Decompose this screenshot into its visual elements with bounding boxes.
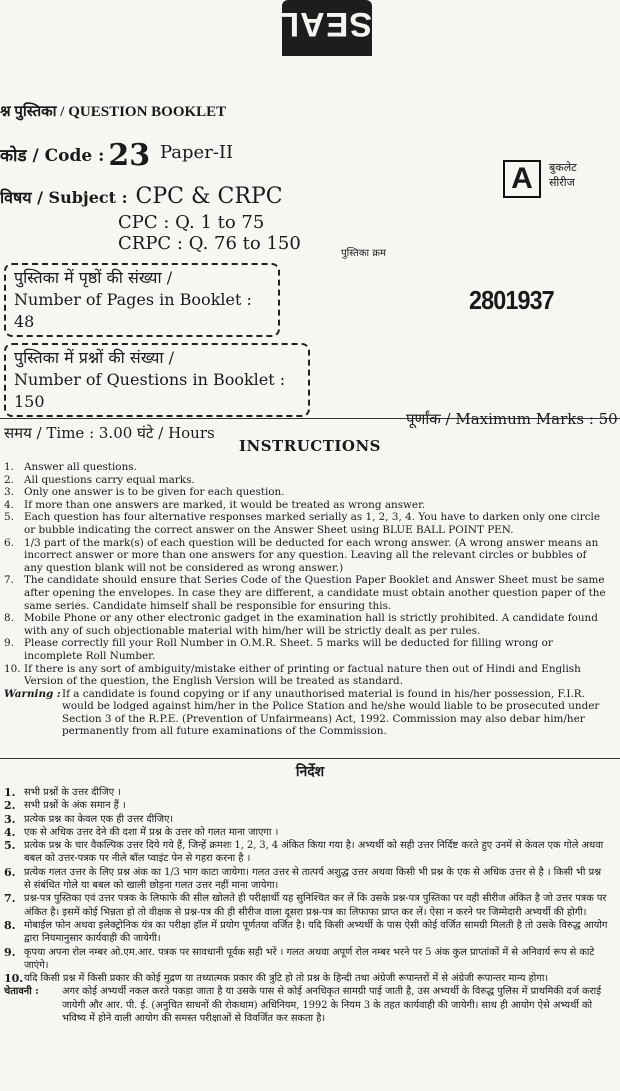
hindi-item xyxy=(4,799,608,812)
item-text: प्रत्येक प्रश्न के चार वैकल्पिक उत्तर दिये गये हैं, जिन्हें क्रमशः 1, 2, 3, 4 अंकित किया गया है। अभ्यर्थी को सही उत्तर निर्दिष्ट करते हुए उनमें से केवल एक गोले अथवा बबल को उत्तर-पत्रक पर नीले बॉल प्वाइंट पेन से गहरा करना है । xyxy=(24,840,604,865)
item-text: प्रश्न-पत्र पुस्तिका एवं उत्तर पत्रक के लिफाफे की सील खोलते ही परीक्षार्थी यह सुनिश्चित कर लें कि उसके प्रश्न-पत्र पुस्तिका पर वही सीरीज अंकित है जो उत्तर पत्रक पर अंकित है। इसमें कोई भिन्नता हो तो वीक्षक से प्रश्न-पत्र की ही सीरीज वाला दूसरा प्रश्न-पत्र का लिफाफा प्राप्त कर लें। ऐसा न करने पर जिम्मेदारी अभ्यर्थी की होगी। xyxy=(24,893,607,918)
item-num: 10. xyxy=(4,972,24,986)
item-num: 9. xyxy=(4,945,16,959)
warning-note xyxy=(4,688,608,738)
pages-line1: पुस्तिका में पृष्ठों की संख्या / xyxy=(14,268,173,287)
pages-line2: Number of Pages in Booklet : 48 xyxy=(14,290,252,331)
item-num: 7. xyxy=(4,892,16,906)
hindi-item xyxy=(4,826,608,839)
hindi-item xyxy=(4,919,608,946)
code-value: 23 xyxy=(108,138,151,173)
instruction-item xyxy=(4,537,608,575)
item-num: 4. xyxy=(4,498,14,511)
max-marks-label: पूर्णांक / Maximum Marks : 50 xyxy=(406,410,618,428)
item-text: The candidate should ensure that Series Code of the Question Paper Booklet and Answer Sheet must be same after opening the envelopes. In case they are different, a candidate must obtain another question paper of the same series. Candidate himself shall be responsible for ensuring this. xyxy=(24,574,606,612)
item-text: मोबाईल फोन अथवा इलेक्ट्रोनिक यंत्र का परीक्षा हॉल में प्रयोग पूर्णतया वर्जित है। यदि किसी अभ्यर्थी के पास ऐसी कोई वर्जित सामग्री मिलती है तो उसके विरुद्ध आयोग द्वारा नियमानुसार कार्यवाही की जायेगी। xyxy=(24,919,608,945)
item-num: 10. xyxy=(4,662,21,675)
questions-line2: Number of Questions in Booklet : 150 xyxy=(14,370,286,411)
instruction-item xyxy=(4,474,608,487)
hindi-warning-label: चेतावनी : xyxy=(4,986,39,998)
item-text: If there is any sort of ambiguity/mistake either of printing or factual nature then out of Hindi and English Version of the question, the English Version will be treated as standard. xyxy=(24,662,581,688)
instruction-item xyxy=(4,511,608,536)
item-text: If more than one answers are marked, it would be treated as wrong answer. xyxy=(24,498,426,511)
item-num: 5. xyxy=(4,839,16,853)
item-num: 7. xyxy=(4,574,14,587)
subject-label: विषय / Subject : xyxy=(0,188,128,207)
paper-label: Paper-II xyxy=(160,142,234,163)
instruction-item xyxy=(4,499,608,512)
item-text: Please correctly fill your Roll Number in O.M.R. Sheet. 5 marks will be deducted for filling wrong or incomplete Roll Number. xyxy=(24,637,553,662)
item-text: सभी प्रश्नों के उत्तर दीजिए । xyxy=(24,787,122,798)
series-label-line2: सीरीज xyxy=(549,176,575,189)
item-num: 9. xyxy=(4,637,14,650)
hindi-item xyxy=(4,813,608,826)
series-label xyxy=(549,160,577,190)
subject-value: CPC & CRPC xyxy=(135,184,283,209)
item-num: 1. xyxy=(4,461,14,473)
item-text: प्रत्येक प्रश्न का केवल एक ही उत्तर दीजिए। xyxy=(24,813,174,825)
series-label-line1: बुकलेट xyxy=(549,161,577,174)
item-num: 6. xyxy=(4,865,16,879)
hindi-instructions xyxy=(4,786,608,1025)
item-num: 8. xyxy=(4,612,14,625)
instruction-item xyxy=(4,663,608,688)
code-row xyxy=(0,138,150,173)
instruction-item xyxy=(4,637,608,662)
item-text: 1/3 part of the mark(s) of each question will be deducted for each wrong answer. (A wrong answer means an incorrect answer or more than one answers for any question. Leaving all the relevant circles or bubbles of any question blank will not be considered as wrong answer.) xyxy=(24,536,599,574)
english-instructions xyxy=(4,461,608,738)
cpc-range: CPC : Q. 1 to 75 xyxy=(118,212,265,233)
booklet-serial-number: 2801937 xyxy=(469,285,554,315)
instruction-item xyxy=(4,574,608,612)
questions-line1: पुस्तिका में प्रश्नों की संख्या / xyxy=(14,348,174,367)
subject-row xyxy=(0,184,283,209)
item-num: 3. xyxy=(4,812,16,826)
instruction-item xyxy=(4,486,608,499)
item-text: एक से अधिक उत्तर देने की दशा में प्रश्न के उत्तर को गलत माना जाएगा । xyxy=(24,826,279,838)
item-text: All questions carry equal marks. xyxy=(24,473,195,486)
hindi-item xyxy=(4,866,608,893)
hindi-item xyxy=(4,839,608,866)
seal-stamp: SEAL xyxy=(282,0,372,56)
hindi-instructions-title: निर्देश xyxy=(295,764,325,780)
pages-count-box xyxy=(4,263,280,337)
item-num: 2. xyxy=(4,799,16,813)
item-text: Answer all questions. xyxy=(24,461,137,473)
item-text: यदि किसी प्रश्न में किसी प्रकार की कोई मुद्रण या तथ्यात्मक प्रकार की त्रुटि हो तो प्रश्न के हिन्दी तथा अंग्रेजी रूपान्तरों में से अंग्रेजी रूपान्तर मान्य होगा। xyxy=(24,973,549,985)
item-text: Each question has four alternative responses marked serially as 1, 2, 3, 4. You have to darken only one circle or bubble indicating the correct answer on the Answer Sheet using BLUE BALL POINT PEN. xyxy=(24,511,600,536)
hindi-warning-note xyxy=(4,985,608,1025)
item-num: 8. xyxy=(4,918,16,932)
instruction-item xyxy=(4,461,608,474)
hindi-item xyxy=(4,892,608,919)
booklet-title: श्न पुस्तिका / QUESTION BOOKLET xyxy=(0,104,227,120)
hindi-item xyxy=(4,946,608,973)
series-letter-box: A xyxy=(503,160,541,198)
item-num: 4. xyxy=(4,825,16,839)
questions-count-box xyxy=(4,343,310,417)
item-text: Only one answer is to be given for each question. xyxy=(24,486,285,499)
item-num: 6. xyxy=(4,536,14,549)
booklet-serial-label: पुस्तिका क्रम xyxy=(341,248,386,259)
warning-label: Warning : xyxy=(4,687,61,700)
item-text: सभी प्रश्नों के अंक समान हैं । xyxy=(24,800,126,812)
hindi-item xyxy=(4,786,608,799)
item-text: Mobile Phone or any other electronic gadget in the examination hall is strictly prohibited. A candidate found with any of such objectionable material with him/her will be strictly dealt as per rules. xyxy=(24,612,598,637)
item-num: 5. xyxy=(4,511,14,524)
crpc-range: CRPC : Q. 76 to 150 xyxy=(118,233,301,254)
item-num: 1. xyxy=(4,786,16,799)
instructions-title: INSTRUCTIONS xyxy=(239,437,381,455)
instruction-item xyxy=(4,612,608,637)
time-label: समय / Time : 3.00 घंटे / Hours xyxy=(4,424,215,442)
warning-text: If a candidate is found copying or if any unauthorised material is found in his/her possession, F.I.R. would be lodged against him/her in the Police Station and he/she would liable to be prosecuted under Section 3 of the R.P.E. (Prevention of Unfairmeans) Act, 1992. Commission may also debar him/her permanently from all future examinations of the Commission. xyxy=(62,687,600,738)
item-text: प्रत्येक गलत उत्तर के लिए प्रश्न अंक का 1/3 भाग काटा जायेगा। गलत उत्तर से तात्पर्य अशुद्ध उत्तर अथवा किसी भी प्रश्न के एक से अधिक उत्तर से है । किसी भी प्रश्न से संबंधित गोले या बबल को खाली छोड़ना गलत उत्तर नहीं माना जायेगा। xyxy=(24,866,602,892)
hindi-item xyxy=(4,972,608,985)
code-label: कोड / Code : xyxy=(0,146,105,166)
item-num: 3. xyxy=(4,486,14,499)
hindi-warning-text: अगर कोई अभ्यर्थी नकल करते पकड़ा जाता है या उसके पास से कोई अनधिकृत सामग्री पाई जाती है, उस अभ्यर्थी के विरुद्ध पुलिस में प्राथमिकी दर्ज कराई जायेगी और आर. पी. ई. (अनुचित साधनों की रोकथाम) अधिनियम, 1992 के नियम 3 के तहत कार्यवाही की जायेगी। साथ ही आयोग ऐसे अभ्यर्थी को भविष्य में होने वाली आयोग की समस्त परीक्षाओं से विवर्जित कर सकता है। xyxy=(62,986,602,1025)
divider xyxy=(0,758,620,759)
item-num: 2. xyxy=(4,473,14,486)
item-text: कृपया अपना रोल नम्बर ओ.एम.आर. पत्रक पर सावधानी पूर्वक सही भरें । गलत अथवा अपूर्ण रोल नम्बर भरने पर 5 अंक कुल प्राप्तांकों में से अनिवार्य रूप से काटे जाएंगे। xyxy=(24,946,595,971)
